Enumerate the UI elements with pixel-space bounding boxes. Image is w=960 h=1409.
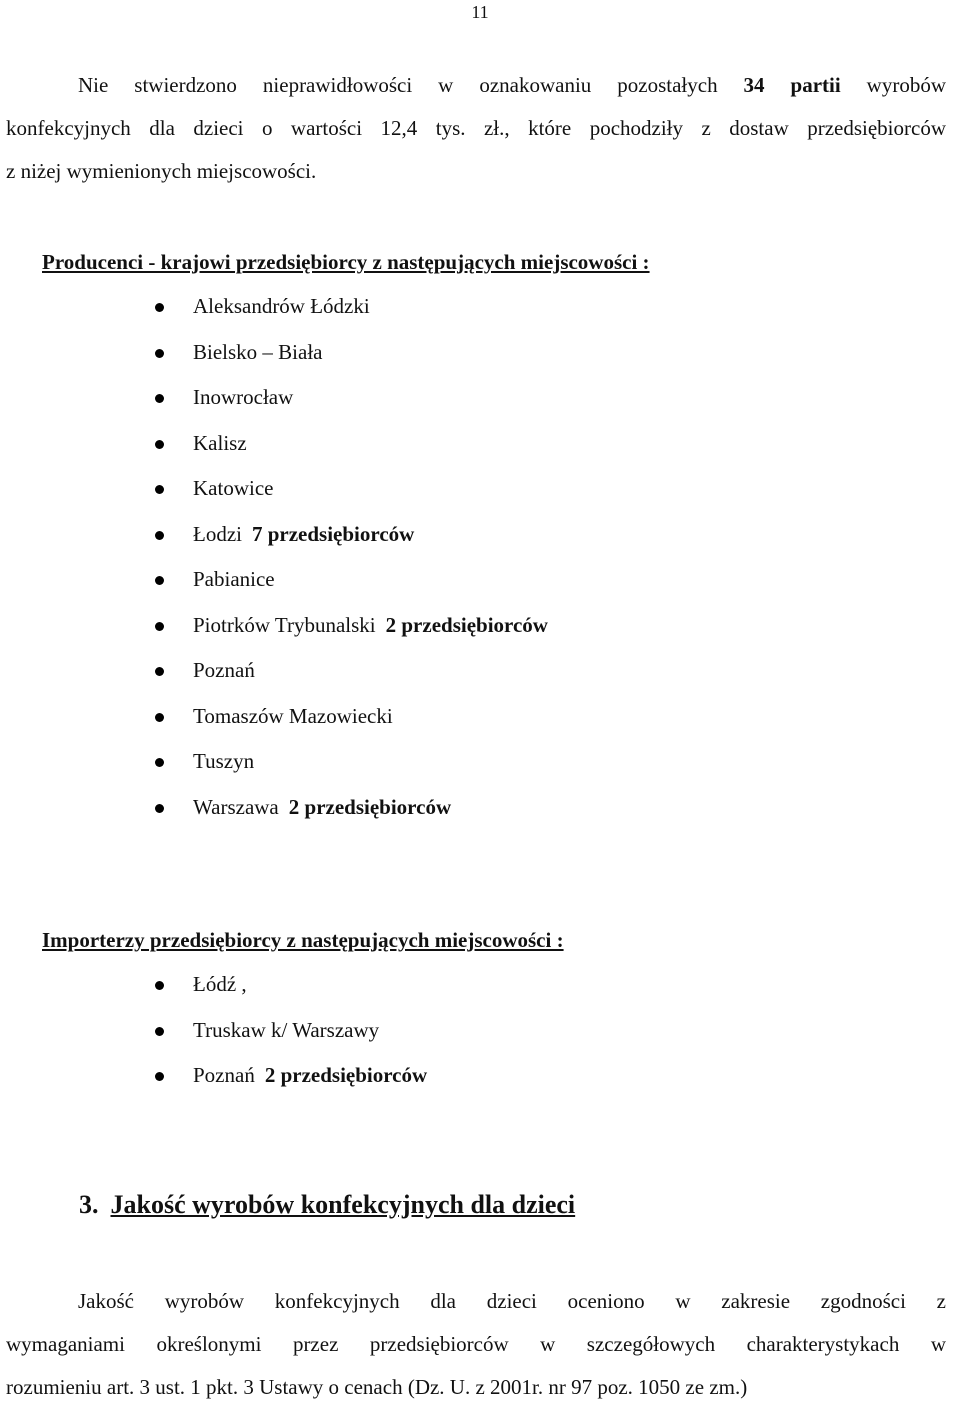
place-name: Truskaw k/ Warszawy [193,1017,380,1042]
intro-line-1-tail: wyrobów [840,73,946,97]
producers-heading: Producenci - krajowi przedsiębiorcy z następujących miejscowości : [42,250,650,274]
list-item [0,375,548,421]
bullet-icon [155,531,164,540]
place-name: Pabianice [193,567,275,591]
place-name: Poznań [193,658,255,682]
list-item [0,466,548,512]
intro-line-3: z niżej wymienionych miejscowości. [6,159,317,183]
producers-list [0,284,548,830]
list-item [0,284,548,330]
place-count: 7 przedsiębiorców [251,521,415,546]
list-item [0,739,548,785]
list-item [0,785,548,831]
place-name: Tomaszów Mazowiecki [193,703,393,728]
intro-line-1-bold: 34 partii [743,73,841,97]
place-count: 2 przedsiębiorców [288,794,452,819]
place-name: Łodzi [193,521,242,546]
section-3-line-3: rozumieniu art. 3 ust. 1 pkt. 3 Ustawy o cenach (Dz. U. z 2001r. nr 97 poz. 1050 ze zm.) [6,1375,748,1399]
place-name: Katowice [193,476,274,500]
bullet-icon [155,1072,164,1081]
bullet-icon [155,667,164,676]
bullet-icon [155,349,164,358]
place-name: Aleksandrów Łódzki [193,294,370,318]
section-3-number: 3. [79,1190,99,1219]
bullet-icon [155,485,164,494]
intro-line-2: konfekcyjnych dla dzieci o wartości 12,4 tys. zł., które pochodziły z dostaw przedsiębiorców [6,116,946,140]
list-item [0,694,548,740]
list-item [0,1008,427,1054]
place-name: Poznań [193,1063,255,1087]
list-item [0,557,548,603]
place-count: 2 przedsiębiorców [385,612,548,637]
bullet-icon [155,804,164,813]
list-item [0,603,548,649]
section-3-paragraph [6,1280,946,1409]
intro-line-1 [6,64,946,107]
list-item [0,648,548,694]
importers-list [0,962,427,1099]
section-3-line-2: wymaganiami określonymi przez przedsiębiorców w szczegółowych charakterystykach w [6,1332,946,1356]
bullet-icon [155,440,164,449]
place-name: Piotrków Trybunalski [193,612,376,637]
section-3-line-1: Jakość wyrobów konfekcyjnych dla dzieci oceniono w zakresie zgodności z [78,1289,946,1313]
list-item [0,512,548,558]
page-number: 11 [471,2,489,22]
list-item [0,962,427,1008]
bullet-icon [155,1027,164,1036]
list-item [0,330,548,376]
place-name: Inowrocław [193,385,294,409]
list-item [0,421,548,467]
place-name: Warszawa [193,794,279,819]
bullet-icon [155,713,164,722]
bullet-icon [155,758,164,767]
bullet-icon [155,576,164,585]
intro-line-1-text: Nie stwierdzono nieprawidłowości w oznakowaniu pozostałych [78,73,744,97]
intro-paragraph [6,64,946,193]
list-item [0,1053,427,1099]
importers-heading: Importerzy przedsiębiorcy z następujących miejscowości : [42,928,564,952]
bullet-icon [155,303,164,312]
section-3-title [79,1190,575,1220]
place-name: Bielsko – Biała [193,339,323,364]
bullet-icon [155,394,164,403]
bullet-icon [155,622,164,631]
place-name: Łódź , [193,972,247,996]
place-count: 2 przedsiębiorców [264,1063,428,1087]
place-name: Kalisz [193,430,247,455]
bullet-icon [155,981,164,990]
place-name: Tuszyn [193,749,255,773]
section-3-title-text: Jakość wyrobów konfekcyjnych dla dzieci [110,1190,576,1219]
